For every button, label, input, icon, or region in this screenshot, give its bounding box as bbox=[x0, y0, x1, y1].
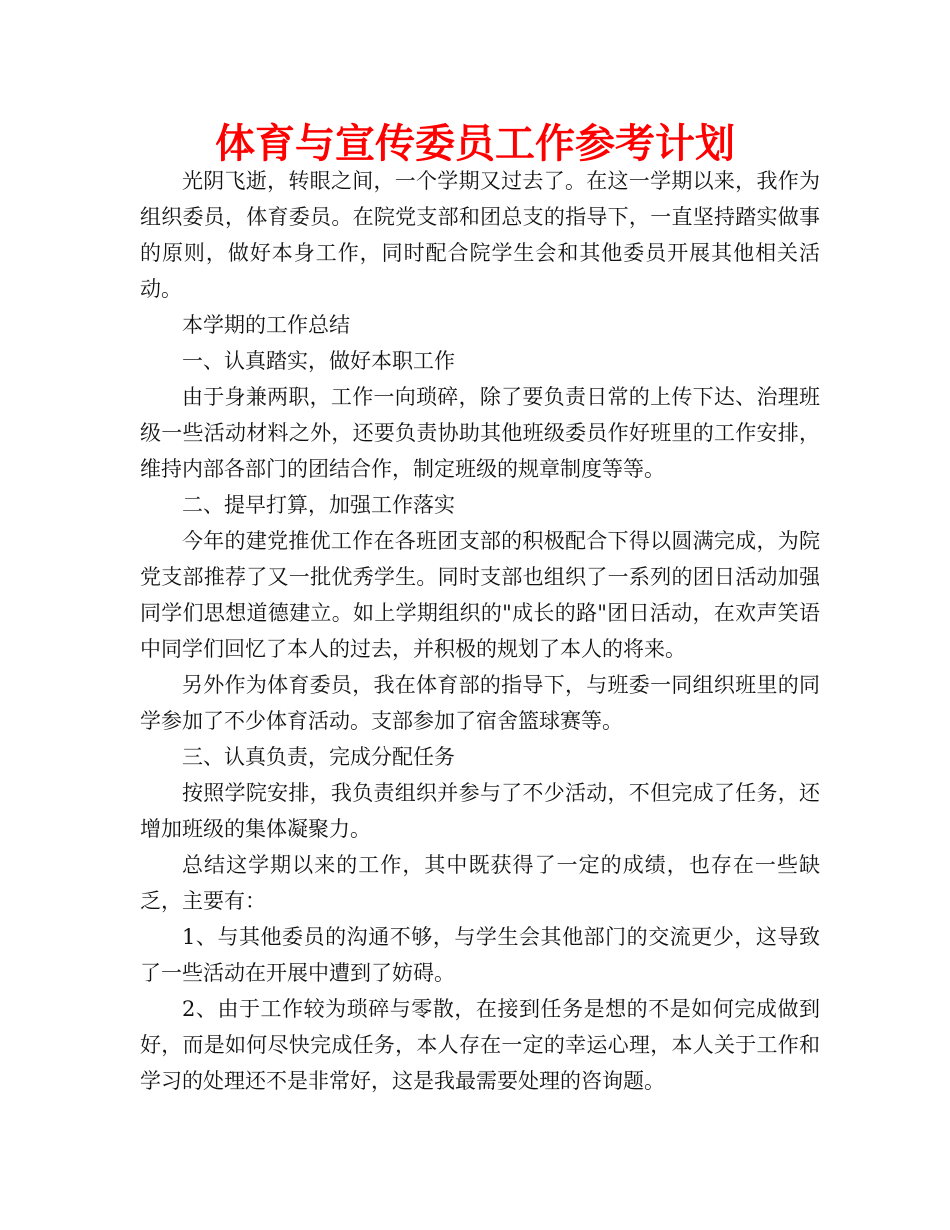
paragraph-section-2a: 今年的建党推优工作在各班团支部的积极配合下得以圆满完成，为院党支部推荐了又一批优秀学生。同时支部也组织了一系列的团日活动加强同学们思想道德建立。如上学期组织的"成长的路"团日活动，在欢声笑语中同学们回忆了本人的过去，并积极的规划了本人的将来。 bbox=[140, 529, 820, 661]
paragraph-shortcomings-intro: 总结这学期以来的工作，其中既获得了一定的成绩，也存在一些缺乏，主要有： bbox=[140, 853, 820, 913]
document-body bbox=[140, 163, 820, 1099]
paragraph-summary-heading: 本学期的工作总结 bbox=[182, 313, 350, 337]
document-title: 体育与宣传委员工作参考计划 bbox=[215, 121, 735, 167]
paragraph-shortcoming-1: 1、与其他委员的沟通不够，与学生会其他部门的交流更少，这导致了一些活动在开展中遭到了妨碍。 bbox=[140, 925, 820, 985]
paragraph-section-3: 按照学院安排，我负责组织并参与了不少活动，不但完成了任务，还增加班级的集体凝聚力。 bbox=[140, 781, 820, 841]
section-heading-3: 三、认真负责，完成分配任务 bbox=[182, 745, 455, 769]
paragraph-section-1: 由于身兼两职，工作一向琐碎，除了要负责日常的上传下达、治理班级一些活动材料之外，还要负责协助其他班级委员作好班里的工作安排，维持内部各部门的团结合作，制定班级的规章制度等等。 bbox=[140, 385, 820, 481]
paragraph-section-2b: 另外作为体育委员，我在体育部的指导下，与班委一同组织班里的同学参加了不少体育活动。支部参加了宿舍篮球赛等。 bbox=[140, 673, 820, 733]
section-heading-2: 二、提早打算，加强工作落实 bbox=[182, 493, 455, 517]
paragraph-shortcoming-2: 2、由于工作较为琐碎与零散，在接到任务是想的不是如何完成做到好，而是如何尽快完成任务，本人存在一定的幸运心理，本人关于工作和学习的处理还不是非常好，这是我最需要处理的咨询题。 bbox=[140, 997, 820, 1093]
section-heading-1: 一、认真踏实，做好本职工作 bbox=[182, 349, 455, 373]
paragraph-intro: 光阴飞逝，转眼之间，一个学期又过去了。在这一学期以来，我作为组织委员，体育委员。在院党支部和团总支的指导下，一直坚持踏实做事的原则，做好本身工作，同时配合院学生会和其他委员开展其他相关活动。 bbox=[140, 169, 820, 301]
